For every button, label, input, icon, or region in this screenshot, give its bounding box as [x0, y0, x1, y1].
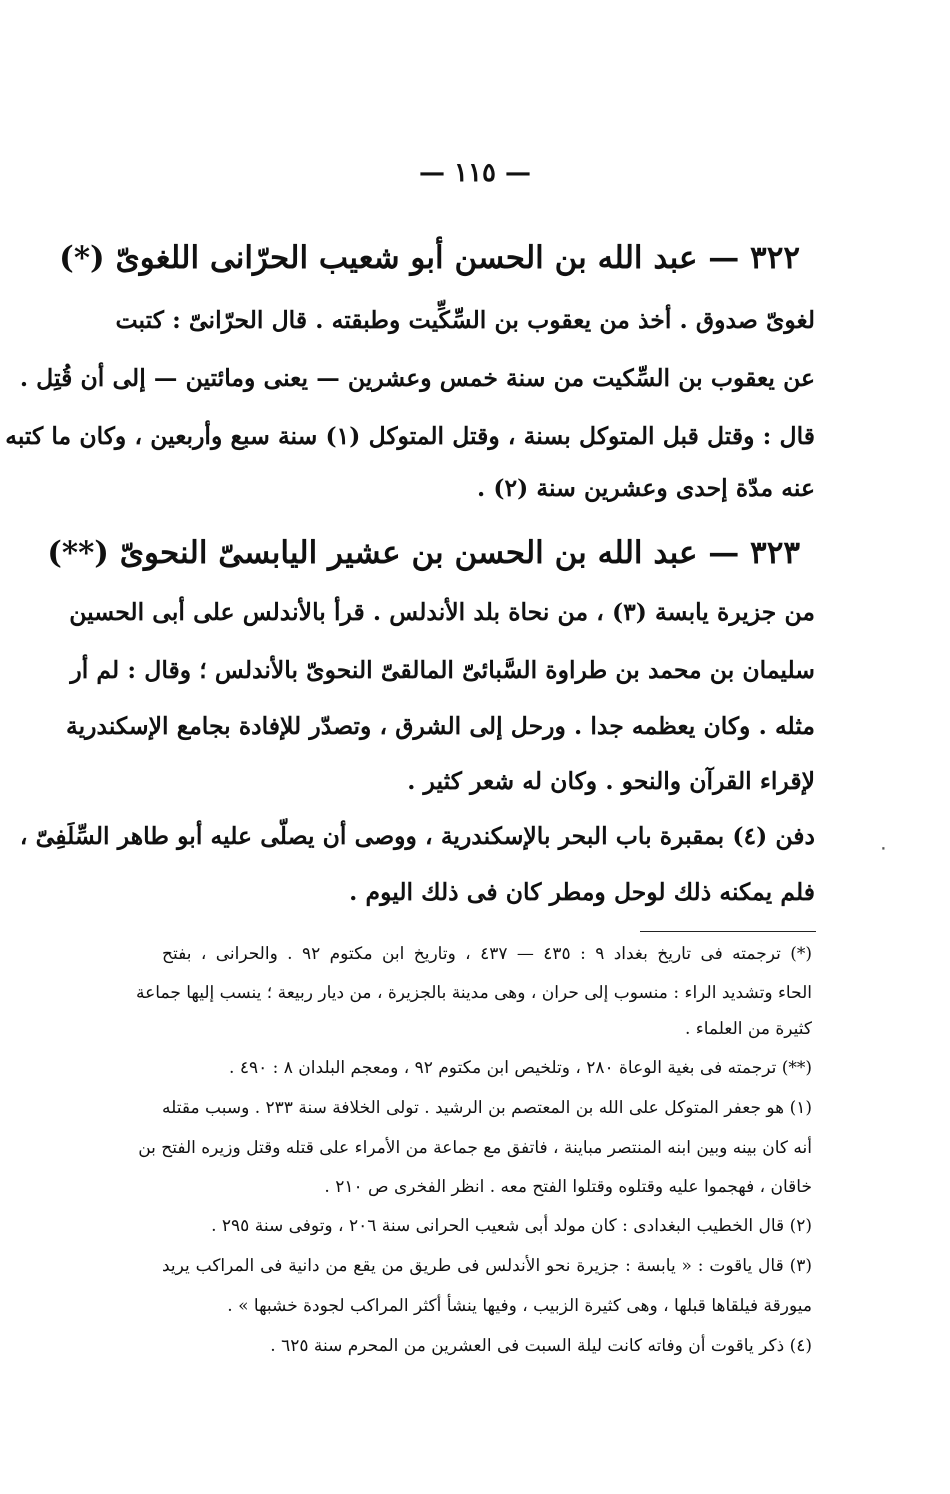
body-line: من جزيرة يابسة (٣) ، من نحاة بلد الأندلس . قرأ بالأندلس على أبى الحسين — [69, 598, 815, 626]
body-line: عنه مدّة إحدى وعشرين سنة (٢) . — [477, 474, 815, 502]
footnote-line: (*) ترجمته فى تاريخ بغداد ٩ : ٤٣٥ — ٤٣٧ ، وتاريخ ابن مكتوم ٩٢ . والحرانى ، بفتح — [162, 944, 813, 964]
entry-heading-322: ٣٢٢ — عبد الله بن الحسن أبو شعيب الحرّانى اللغوىّ (*) — [59, 240, 800, 276]
footnote-line: كثيرة من العلماء . — [684, 1019, 812, 1039]
body-line: مثله . وكان يعظمه جدا . ورحل إلى الشرق ، وتصدّر للإفادة بجامع الإسكندرية — [66, 712, 815, 740]
body-line: سليمان بن محمد بن طراوة السَّبائىّ المالقىّ النحوىّ بالأندلس ؛ وقال : لم أر — [70, 656, 815, 684]
footnote-line: الحاء وتشديد الراء : منسوب إلى حران ، وهى مدينة بالجزيرة ، من ديار ربيعة ؛ ينسب إليها جماعة — [136, 983, 812, 1003]
footnote-line: (٣) قال ياقوت : « يابسة : جزيرة نحو الأندلس فى طريق من يقع من دانية فى المراكب يريد — [162, 1256, 812, 1276]
margin-mark: ٠ — [878, 835, 889, 859]
footnote-line: أنه كان بينه وبين ابنه المنتصر مباينة ، فاتفق مع جماعة من الأمراء على قتله وقتل وزيره الفتح بن — [138, 1138, 812, 1158]
body-line: لغوىّ صدوق . أخذ من يعقوب بن السِّكِّيت وطبقته . قال الحرّانىّ : كتبت — [115, 306, 815, 334]
footnote-line: (٢) قال الخطيب البغدادى : كان مولد أبى شعيب الحرانى سنة ٢٠٦ ، وتوفى سنة ٢٩٥ . — [211, 1216, 812, 1236]
footnote-line: (٤) ذكر ياقوت أن وفاته كانت ليلة السبت فى العشرين من المحرم سنة ٦٢٥ . — [270, 1336, 812, 1356]
body-line: فلم يمكنه ذلك لوحل ومطر كان فى ذلك اليوم . — [349, 878, 815, 906]
body-line: قال : وقتل قبل المتوكل بسنة ، وقتل المتوكل (١) سنة سبع وأربعين ، وكان ما كتبه — [5, 422, 815, 450]
footnote-line: خاقان ، فهجموا عليه وقتلوه وقتلوا الفتح معه . انظر الفخرى ص ٢١٠ . — [324, 1177, 812, 1197]
page-number: — ١١٥ — — [418, 158, 532, 188]
footnote-separator — [640, 931, 816, 932]
body-line: دفن (٤) بمقبرة باب البحر بالإسكندرية ، ووصى أن يصلّى عليه أبو طاهر السِّلَفِىّ ، — [19, 822, 815, 850]
entry-heading-323: ٣٢٣ — عبد الله بن الحسن بن عشير اليابسىّ النحوىّ (**) — [47, 535, 800, 571]
footnote-line: ميورقة فيلقاها قبلها ، وهى كثيرة الزبيب ، وفيها ينشأ أكثر المراكب لجودة خشبها » . — [227, 1296, 812, 1316]
footnote-line: (**) ترجمته فى بغية الوعاة ٢٨٠ ، وتلخيص ابن مكتوم ٩٢ ، ومعجم البلدان ٨ : ٤٩٠ . — [229, 1058, 812, 1078]
footnote-line: (١) هو جعفر المتوكل على الله بن المعتصم بن الرشيد . تولى الخلافة سنة ٢٣٣ . وسبب مقتله — [162, 1098, 812, 1118]
body-line: لإقراء القرآن والنحو . وكان له شعر كثير . — [407, 767, 815, 795]
body-line: عن يعقوب بن السِّكيت من سنة خمس وعشرين — يعنى ومائتين — إلى أن قُتِل . — [19, 364, 815, 392]
